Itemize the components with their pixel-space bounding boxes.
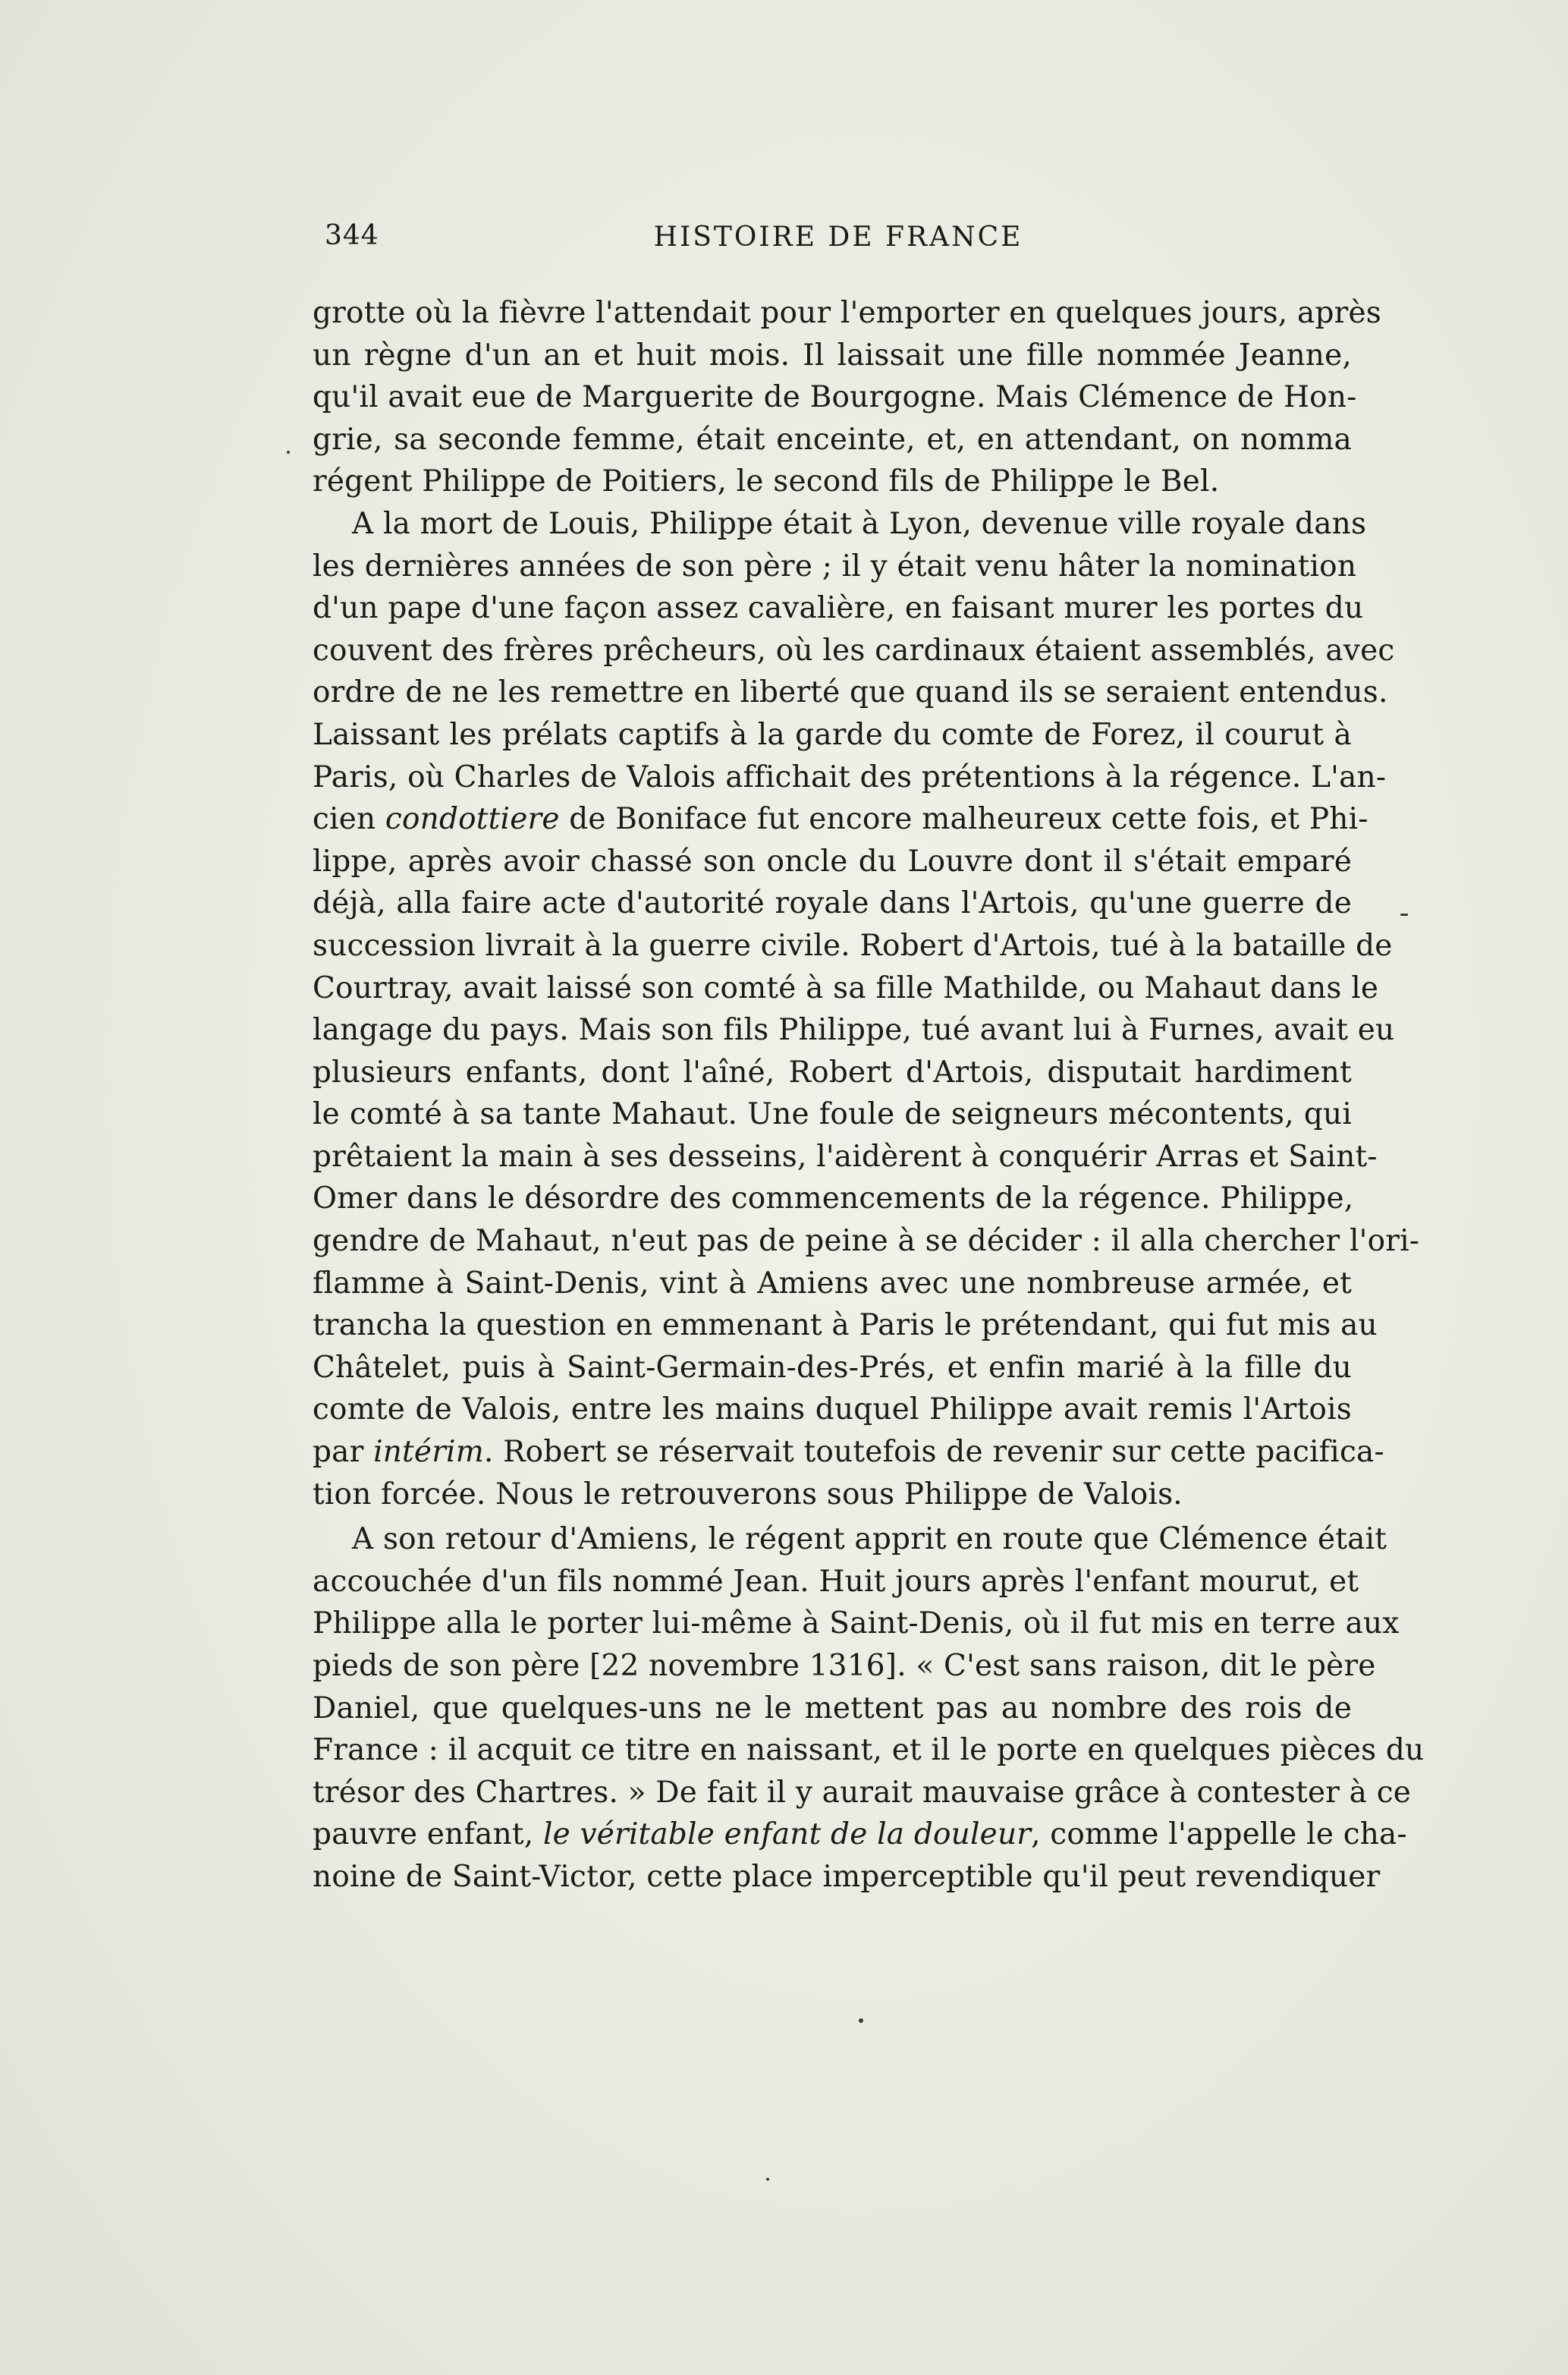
text-line: trancha la question en emmenant à Paris le prétendant, qui fut mis au — [313, 1308, 1378, 1343]
text-line: régent Philippe de Poitiers, le second fils de Philippe le Bel. — [313, 464, 1220, 499]
text-line: déjà, alla faire acte d'autorité royale dans l'Artois, qu'une guerre de — [313, 886, 1352, 921]
text-line: un règne d'un an et huit mois. Il laissait une fille nommée Jeanne, — [313, 338, 1352, 373]
page-number: 344 — [325, 220, 379, 251]
running-header — [325, 220, 1352, 258]
text-line: Courtray, avait laissé son comté à sa fille Mathilde, ou Mahaut dans le — [313, 970, 1379, 1005]
text-line: A son retour d'Amiens, le régent apprit en route que Clémence était — [352, 1522, 1387, 1557]
text-line: pieds de son père [22 novembre 1316]. « C'est sans raison, dit le père — [313, 1649, 1376, 1683]
text-line: trésor des Chartres. » De fait il y aurait mauvaise grâce à contester à ce — [313, 1775, 1412, 1810]
text-line: gendre de Mahaut, n'eut pas de peine à se décider : il alla chercher l'ori- — [313, 1224, 1420, 1259]
text-line: par intérim. Robert se réservait toutefois de revenir sur cette pacifica- — [313, 1435, 1384, 1470]
running-title: HISTOIRE DE FRANCE — [653, 222, 1023, 253]
text-line: Omer dans le désordre des commencements de la régence. Philippe, — [313, 1181, 1354, 1216]
text-line: comte de Valois, entre les mains duquel Philippe avait remis l'Artois — [313, 1392, 1352, 1427]
text-line: prêtaient la main à ses desseins, l'aidèrent à conquérir Arras et Saint- — [313, 1139, 1378, 1174]
dust-speck — [287, 451, 290, 454]
text-line: Daniel, que quelques-uns ne le mettent pas au nombre des rois de — [313, 1691, 1352, 1725]
text-line: Laissant les prélats captifs à la garde du comte de Forez, il courut à — [313, 717, 1352, 752]
dust-speck — [766, 2178, 769, 2181]
body-text — [313, 292, 1425, 1898]
italic-phrase: le véritable enfant de la douleur — [542, 1817, 1032, 1852]
text-line: grotte où la fièvre l'attendait pour l'emporter en quelques jours, après — [313, 296, 1381, 330]
text-line: succession livrait à la guerre civile. Robert d'Artois, tué à la bataille de — [313, 928, 1393, 963]
text-line: A la mort de Louis, Philippe était à Lyon, devenue ville royale dans — [352, 506, 1367, 541]
text-line: qu'il avait eue de Marguerite de Bourgogne. Mais Clémence de Hon- — [313, 380, 1357, 415]
text-line: pauvre enfant, le véritable enfant de la douleur, comme l'appelle le cha- — [313, 1817, 1407, 1852]
text-line: Paris, où Charles de Valois affichait des prétentions à la régence. L'an- — [313, 760, 1387, 794]
text-line: couvent des frères prêcheurs, où les cardinaux étaient assemblés, avec — [313, 633, 1395, 668]
text-line: Châtelet, puis à Saint-Germain-des-Prés, et enfin marié à la fille du — [313, 1350, 1352, 1385]
italic-phrase: condottiere — [385, 802, 560, 837]
dust-speck — [1400, 914, 1408, 916]
text-line: France : il acquit ce titre en naissant, et il le porte en quelques pièces du — [313, 1733, 1425, 1768]
text-line: le comté à sa tante Mahaut. Une foule de seigneurs mécontents, qui — [313, 1097, 1352, 1132]
text-line: tion forcée. Nous le retrouverons sous Philippe de Valois. — [313, 1477, 1183, 1512]
text-line: cien condottiere de Boniface fut encore malheureux cette fois, et Phi- — [313, 802, 1368, 837]
dust-speck — [859, 2018, 863, 2023]
text-line: langage du pays. Mais son fils Philippe, tué avant lui à Furnes, avait eu — [313, 1013, 1395, 1048]
text-line: plusieurs enfants, dont l'aîné, Robert d'Artois, disputait hardiment — [313, 1055, 1352, 1090]
text-line: les dernières années de son père ; il y était venu hâter la nomination — [313, 549, 1357, 584]
text-line: d'un pape d'une façon assez cavalière, en faisant murer les portes du — [313, 591, 1364, 626]
text-line: Philippe alla le porter lui-même à Saint-Denis, où il fut mis en terre aux — [313, 1606, 1400, 1641]
text-line: grie, sa seconde femme, était enceinte, et, en attendant, on nomma — [313, 422, 1352, 457]
text-line: flamme à Saint-Denis, vint à Amiens avec une nombreuse armée, et — [313, 1266, 1352, 1301]
italic-phrase: intérim — [373, 1435, 484, 1470]
text-line: accouchée d'un fils nommé Jean. Huit jours après l'enfant mourut, et — [313, 1564, 1359, 1599]
text-line: noine de Saint-Victor, cette place imperceptible qu'il peut revendiquer — [313, 1859, 1381, 1894]
text-line: lippe, après avoir chassé son oncle du Louvre dont il s'était emparé — [313, 844, 1352, 879]
text-line: ordre de ne les remettre en liberté que quand ils se seraient entendus. — [313, 675, 1388, 710]
